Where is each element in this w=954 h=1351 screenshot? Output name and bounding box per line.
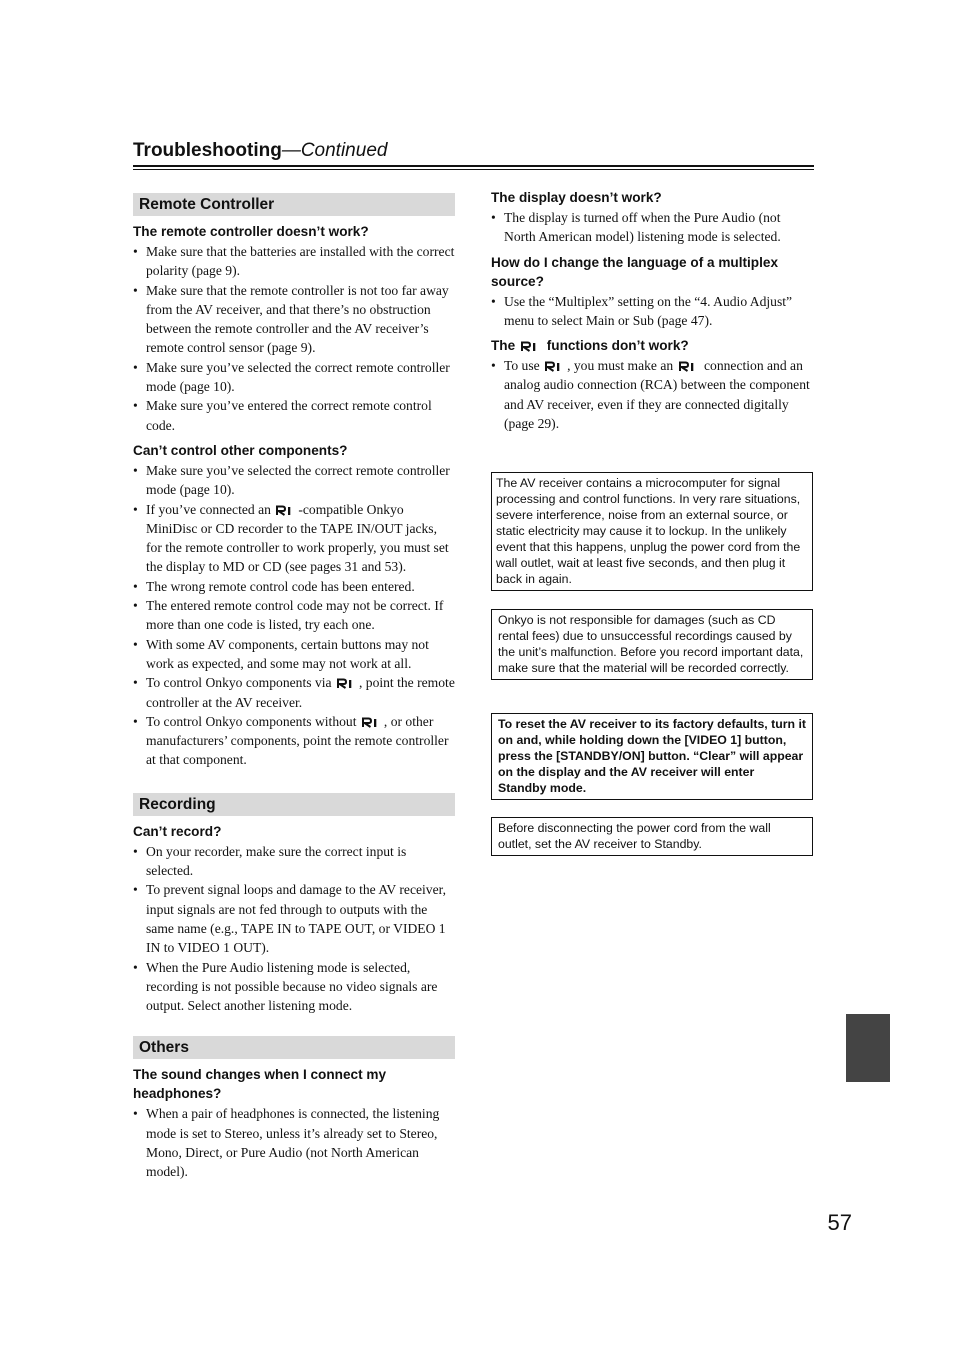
answer-list-ri [491, 356, 815, 433]
ri-logo-icon [679, 361, 699, 372]
list-item: • Make sure you’ve selected the correct remote controller mode (page 10). [133, 461, 455, 500]
item-text: , point the remote controller at the AV receiver. [146, 675, 455, 710]
answer-list-recording [133, 842, 455, 1016]
list-item [133, 500, 455, 577]
page-header [133, 138, 814, 170]
list-item: • Make sure that the batteries are installed with the correct polarity (page 9). [133, 242, 455, 281]
answer-list-others [133, 1104, 455, 1181]
answer-list-multiplex [491, 292, 815, 331]
list-item: • When the Pure Audio listening mode is selected, recording is not possible because no video signals are output. Select another listening mode. [133, 958, 455, 1016]
page-number: 57 [827, 1210, 852, 1235]
list-item: • Make sure that the remote controller is not too far away from the AV receiver, and that there’s no obstruction between the remote controller and the AV receiver’s remote control sensor (page 9). [133, 281, 455, 358]
ri-logo-icon [276, 505, 296, 516]
list-item: • On your recorder, make sure the correct input is selected. [133, 842, 455, 881]
list-item [133, 712, 455, 770]
question-cant-control-components: Can’t control other components? [133, 442, 348, 458]
left-column [133, 188, 455, 1182]
item-text: connection and an analog audio connection (RCA) between the component and AV receiver, even if they are connected digitally (page 29). [504, 358, 810, 432]
ri-logo-icon [337, 678, 357, 689]
item-text: If you’ve connected an [146, 501, 271, 517]
ri-logo-icon [545, 361, 565, 372]
question-display-doesnt-work: The display doesn’t work? [491, 190, 662, 205]
answer-list-components [133, 461, 455, 770]
note-liability: Onkyo is not responsible for damages (such as CD rental fees) due to unsuccessful recordings caused by the unit’s malfunction. Before you record important data, make sure that the material will be recorded correctly. [491, 609, 813, 680]
section-heading-others: Others [133, 1036, 455, 1059]
item-text: To control Onkyo components via [146, 675, 332, 691]
item-text: , or other manufacturers’ components, point the remote controller at that component. [146, 713, 449, 768]
page-title [133, 138, 814, 164]
item-text: To use [504, 358, 540, 374]
right-column [491, 188, 815, 433]
item-text: To control Onkyo components without [146, 713, 357, 729]
item-text: , you must make an [567, 358, 674, 374]
list-item [133, 673, 455, 712]
list-item: • Use the “Multiplex” setting on the “4. Audio Adjust” menu to select Main or Sub (page 47). [491, 292, 815, 331]
section-side-tab [846, 1014, 890, 1082]
answer-list-display [491, 208, 815, 247]
question-headphones: The sound changes when I connect my headphones? [133, 1067, 387, 1102]
list-item: • To prevent signal loops and damage to the AV receiver, input signals are not fed through to outputs with the same name (e.g., TAPE IN to TAPE OUT, or VIDEO 1 IN to VIDEO 1 OUT). [133, 880, 455, 957]
list-item [491, 356, 815, 433]
title-continued: —Continued [281, 140, 388, 161]
question-remote-doesnt-work: The remote controller doesn’t work? [133, 224, 369, 239]
list-item: • Make sure you’ve selected the correct remote controller mode (page 10). [133, 358, 455, 397]
list-item: • With some AV components, certain buttons may not work as expected, and some may not work at all. [133, 635, 455, 674]
answer-list-remote [133, 242, 455, 435]
list-item: • When a pair of headphones is connected, the listening mode is set to Stereo, unless it’s already set to Stereo, Mono, Direct, or Pure Audio (not North American model). [133, 1104, 455, 1181]
list-item: • The wrong remote control code has been entered. [133, 577, 455, 596]
question-ri-functions [491, 336, 815, 355]
question-text: functions don’t work? [546, 338, 689, 354]
note-factory-reset: To reset the AV receiver to its factory defaults, turn it on and, while holding down the [VIDEO 1] button, press the [STANDBY/ON] button. “Clear” will appear on the display and the AV receiver will enter Standby mode. [491, 713, 813, 800]
title-main: Troubleshooting [133, 140, 282, 161]
note-standby: Before disconnecting the power cord from the wall outlet, set the AV receiver to Standby. [491, 817, 813, 856]
question-multiplex-language: How do I change the language of a multiplex source? [491, 254, 779, 289]
question-text: The [491, 338, 516, 354]
question-cant-record: Can’t record? [133, 823, 222, 839]
header-rule [133, 165, 814, 170]
section-heading-recording: Recording [133, 793, 455, 816]
list-item: • The display is turned off when the Pure Audio (not North American model) listening mode is selected. [491, 208, 815, 247]
section-heading-remote-controller: Remote Controller [133, 193, 455, 216]
note-microcomputer: The AV receiver contains a microcomputer for signal processing and control functions. In very rare situations, severe interference, noise from an external source, or static electricity may cause it to lockup. In the unlikely event that this happens, unplug the power cord from the wall outlet, wait at least five seconds, and then plug it back in again. [491, 472, 813, 591]
list-item: • The entered remote control code may not be correct. If more than one code is listed, try each one. [133, 596, 455, 635]
list-item: • Make sure you’ve entered the correct remote control code. [133, 396, 455, 435]
item-text: -compatible Onkyo MiniDisc or CD recorder to the TAPE IN/OUT jacks, for the remote controller to work properly, you must set the display to MD or CD (see pages 31 and 53). [146, 501, 449, 575]
ri-logo-icon [521, 341, 541, 352]
ri-logo-icon [362, 717, 382, 728]
